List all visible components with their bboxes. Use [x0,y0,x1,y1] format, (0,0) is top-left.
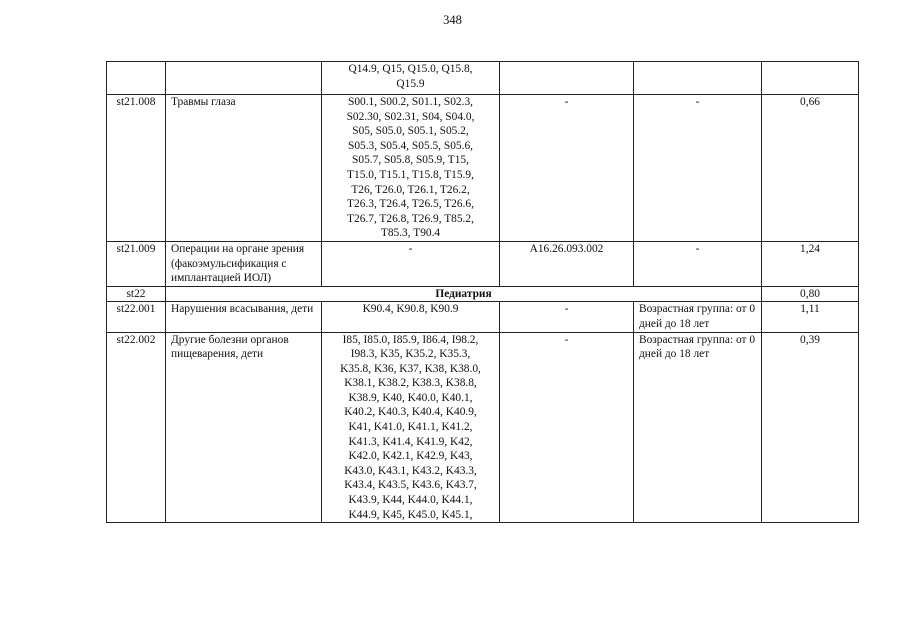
extra-criteria-cell [634,62,762,95]
diagnoses-cell [322,332,500,523]
code-cell: st22.001 [107,302,166,332]
diagnosis-line: - [408,242,413,255]
diagnoses-cell [322,95,500,242]
name-cell [166,62,322,95]
extra-criteria-cell: - [634,241,762,286]
coefficient-cell: 0,66 [762,95,859,242]
diagnosis-line: Q14.9, Q15, Q15.0, Q15.8, [348,63,473,75]
table-row [107,241,859,286]
coefficient-cell: 1,24 [762,241,859,286]
section-coefficient-cell: 0,80 [762,286,859,302]
code-cell [107,62,166,95]
diagnosis-line: K43.4, K43.5, K43.6, K43.7, [344,479,477,492]
diagnosis-line: S02.30, S02.31, S04, S04.0, [346,110,475,123]
extra-criteria-cell: Возрастная группа: от 0 дней до 18 лет [634,332,762,523]
diagnosis-line: I85, I85.0, I85.9, I86.4, I98.2, [342,333,479,346]
diagnosis-line: K90.4, K90.8, K90.9 [362,303,459,316]
services-cell: A16.26.093.002 [500,241,634,286]
diagnoses-cell [322,62,500,95]
coefficient-cell [762,62,859,95]
section-row [107,286,859,302]
section-title: Педиатрия [166,286,762,302]
services-cell [500,62,634,95]
diagnosis-line: T85.3, T90.4 [380,227,441,240]
page-number: 348 [443,13,462,27]
diagnosis-line: S05, S05.0, S05.1, S05.2, [352,125,469,138]
diagnosis-line: K41, K41.0, K41.1, K41.2, [348,421,473,434]
table-row [107,62,859,95]
diagnosis-line: S05.7, S05.8, S05.9, T15, [352,154,469,167]
name-cell: Нарушения всасывания, дети [166,302,322,332]
diagnosis-line: T26.7, T26.8, T26.9, T85.2, [347,212,474,225]
name-cell: Операции на органе зрения (факоэмульсификация с имплантацией ИОЛ) [166,241,322,286]
diagnosis-line: T15.0, T15.1, T15.8, T15.9, [347,168,474,181]
extra-criteria-cell: Возрастная группа: от 0 дней до 18 лет [634,302,762,332]
diagnosis-line: Q15.9 [396,77,425,90]
services-cell: - [500,95,634,242]
diagnosis-line: K42.0, K42.1, K42.9, K43, [348,450,473,463]
diagnosis-line: T26.3, T26.4, T26.5, T26.6, [347,198,474,211]
coefficient-cell: 0,39 [762,332,859,523]
diagnosis-line: K35.8, K36, K37, K38, K38.0, [340,362,481,375]
diagnosis-line: K38.1, K38.2, K38.3, K38.8, [344,377,477,390]
coefficient-cell: 1,11 [762,302,859,332]
diagnoses-cell [322,302,500,332]
section-code-cell: st22 [107,286,166,302]
diagnosis-line: S00.1, S00.2, S01.1, S02.3, [347,96,473,108]
diagnosis-line: K38.9, K40, K40.0, K40.1, [348,391,473,404]
table-row [107,332,859,523]
diagnosis-line: K43.9, K44, K44.0, K44.1, [348,494,473,507]
diagnoses-cell [322,241,500,286]
code-cell: st22.002 [107,332,166,523]
services-cell: - [500,302,634,332]
diagnosis-line: K43.0, K43.1, K43.2, K43.3, [344,464,477,477]
name-cell: Другие болезни органов пищеварения, дети [166,332,322,523]
extra-criteria-cell: - [634,95,762,242]
diagnosis-line: T26, T26.0, T26.1, T26.2, [351,183,470,196]
diagnosis-line: I98.3, K35, K35.2, K35.3, [350,348,471,361]
table-row [107,95,859,242]
diagnosis-line: K41.3, K41.4, K41.9, K42, [348,435,473,448]
table-row [107,302,859,332]
name-cell: Травмы глаза [166,95,322,242]
code-cell: st21.009 [107,241,166,286]
diagnosis-line: S05.3, S05.4, S05.5, S05.6, [347,139,473,152]
code-cell: st21.008 [107,95,166,242]
diagnosis-line: K40.2, K40.3, K40.4, K40.9, [344,406,477,419]
diagnosis-line: K44.9, K45, K45.0, K45.1, [348,508,473,521]
tariff-table [106,61,859,523]
services-cell: - [500,332,634,523]
